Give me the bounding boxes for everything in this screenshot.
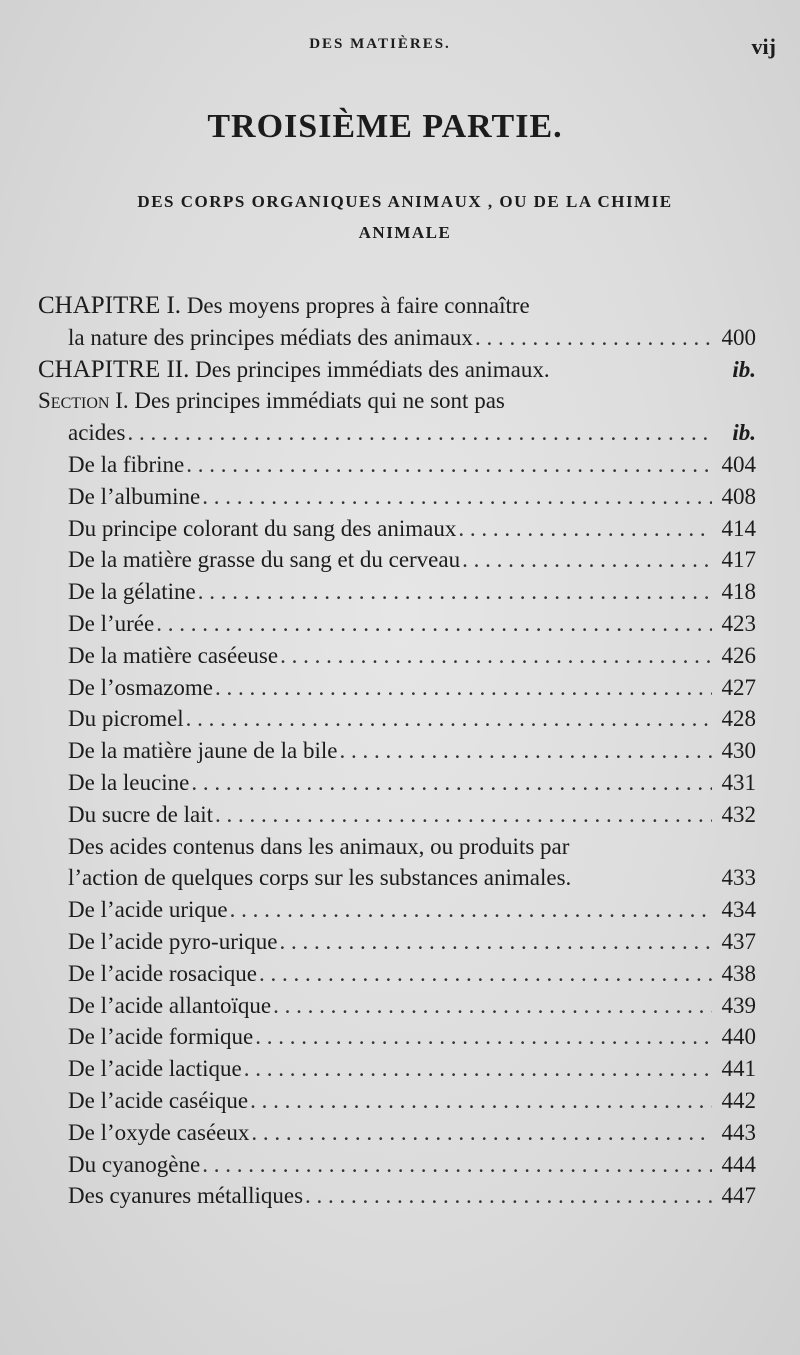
toc-entry: [38, 1180, 756, 1212]
section-1-text: Des principes immédiats qui ne sont pas: [128, 388, 505, 414]
toc-entry: [38, 926, 756, 958]
toc-entry: [38, 640, 756, 672]
page-number: 442: [721, 1087, 756, 1113]
page-number: 439: [721, 992, 756, 1018]
entry-label: De l’osmazome: [68, 674, 213, 700]
page-number: 428: [721, 706, 756, 732]
chapter-1-entry: [38, 322, 756, 354]
acids-line-2: l’action de quelques corps sur les substances animales.: [68, 865, 572, 891]
page-number: 417: [721, 547, 756, 573]
page-number: 423: [721, 610, 756, 636]
page-number: 431: [721, 769, 756, 795]
section-1-entry: [38, 417, 756, 449]
dot-leader: [280, 640, 712, 672]
entry-label: De la matière jaune de la bile: [68, 738, 338, 764]
entry-label: De l’oxyde caséeux: [68, 1119, 250, 1145]
page-number: 437: [721, 928, 756, 954]
dot-leader: [475, 322, 712, 354]
dot-leader: [186, 703, 712, 735]
page-number: 447: [721, 1183, 756, 1209]
page-number: 438: [721, 960, 756, 986]
toc-entry: [38, 1085, 756, 1117]
dot-leader: [127, 417, 712, 449]
dot-leader: [202, 481, 712, 513]
toc-entry: [38, 1021, 756, 1053]
entry-label: De l’acide lactique: [68, 1056, 242, 1082]
entry-label: Des cyanures métalliques: [68, 1183, 304, 1209]
page-number: 434: [721, 897, 756, 923]
dot-leader: [255, 1021, 712, 1053]
page-number: ib.: [732, 420, 756, 446]
chapter-1-continuation: la nature des principes médiats des animaux: [68, 324, 473, 350]
entry-label: De la leucine: [68, 769, 190, 795]
entry-label: De l’acide urique: [68, 897, 228, 923]
dot-leader: [191, 767, 712, 799]
page-number: 408: [721, 483, 756, 509]
section-1-number: Section I.: [38, 388, 129, 414]
page-number: 404: [721, 451, 756, 477]
dot-leader: [250, 1085, 712, 1117]
entry-label: Du cyanogène: [68, 1151, 201, 1177]
toc-entry: [38, 894, 756, 926]
entry-label: De la fibrine: [68, 451, 185, 477]
toc-entry: [38, 958, 756, 990]
toc-entry: [38, 1117, 756, 1149]
toc-entry: [38, 449, 756, 481]
page-number: 426: [721, 642, 756, 668]
page-folio: vij: [751, 34, 776, 59]
dot-leader: [458, 513, 712, 545]
toc-entry: [38, 672, 756, 704]
entry-label: De la gélatine: [68, 579, 196, 605]
entry-label: De l’urée: [68, 610, 155, 636]
page-number: 430: [721, 738, 756, 764]
page-number: 414: [721, 515, 756, 541]
entry-label: De la matière grasse du sang et du cerveau: [68, 547, 461, 573]
dot-leader: [230, 894, 712, 926]
page-number: ib.: [732, 356, 756, 382]
dot-leader: [279, 926, 712, 958]
acids-entry: [38, 862, 756, 894]
dot-leader: [198, 576, 712, 608]
page-number: 427: [721, 674, 756, 700]
toc-entry: [38, 735, 756, 767]
entry-label: Du principe colorant du sang des animaux: [68, 515, 457, 541]
toc-entry: [38, 703, 756, 735]
dot-leader: [202, 1149, 712, 1181]
dot-leader: [215, 672, 712, 704]
entry-label: De l’acide allantoïque: [68, 992, 272, 1018]
entry-label: De la matière caséeuse: [68, 642, 279, 668]
toc-entry: [38, 1053, 756, 1085]
running-head-title: DES MATIÈRES.: [309, 36, 451, 52]
dot-leader: [339, 735, 712, 767]
toc-entry: [38, 576, 756, 608]
toc-entry: [38, 608, 756, 640]
section-1-heading: [38, 385, 756, 417]
entry-label: Du picromel: [68, 706, 184, 732]
page-number: 433: [721, 865, 756, 891]
entry-label: De l’acide pyro-urique: [68, 928, 278, 954]
acids-line-1: Des acides contenus dans les animaux, ou produits par: [68, 833, 570, 859]
entry-label: De l’acide rosacique: [68, 960, 258, 986]
toc-entry: [38, 481, 756, 513]
dot-leader: [186, 449, 712, 481]
dot-leader: [244, 1053, 712, 1085]
page-number: 444: [721, 1151, 756, 1177]
entry-label: De l’albumine: [68, 483, 201, 509]
dot-leader: [259, 958, 712, 990]
toc-entry: [38, 799, 756, 831]
chapter-1-heading: [38, 290, 756, 322]
chapter-2-number: CHAPITRE II.: [38, 355, 190, 383]
toc-entry: [38, 767, 756, 799]
section-1-continuation: acides: [68, 420, 126, 446]
page-number: 432: [721, 801, 756, 827]
page-number: 441: [721, 1056, 756, 1082]
dot-leader: [462, 544, 712, 576]
dot-leader: [156, 608, 712, 640]
entry-label: De l’acide caséique: [68, 1087, 249, 1113]
entry-label: De l’acide formique: [68, 1024, 254, 1050]
part-subtitle: [40, 186, 770, 248]
dot-leader: [305, 1180, 712, 1212]
entry-label: Du sucre de lait: [68, 801, 213, 827]
toc-entry: [38, 544, 756, 576]
page-number: 443: [721, 1119, 756, 1145]
page-number: 440: [721, 1024, 756, 1050]
dot-leader: [251, 1117, 712, 1149]
chapter-2-entry: [38, 354, 756, 386]
dot-leader: [273, 990, 712, 1022]
page-number: 418: [721, 579, 756, 605]
chapter-1-number: CHAPITRE I.: [38, 292, 182, 319]
running-head: [0, 36, 800, 60]
dot-leader: [215, 799, 712, 831]
toc-entry: [38, 513, 756, 545]
toc-entry: [38, 990, 756, 1022]
chapter-1-text: Des moyens propres à faire connaître: [181, 293, 530, 318]
chapter-2-text: Des principes immédiats des animaux.: [189, 356, 550, 382]
subtitle-line-2: ANIMALE: [358, 223, 452, 242]
part-title: TROISIÈME PARTIE.: [207, 108, 563, 145]
table-of-contents: [38, 290, 756, 1212]
toc-entry: [38, 1149, 756, 1181]
subtitle-line-1: DES CORPS ORGANIQUES ANIMAUX , OU DE LA CHIMIE: [137, 192, 673, 211]
page-number: 400: [721, 324, 756, 350]
acids-heading: [38, 831, 756, 863]
